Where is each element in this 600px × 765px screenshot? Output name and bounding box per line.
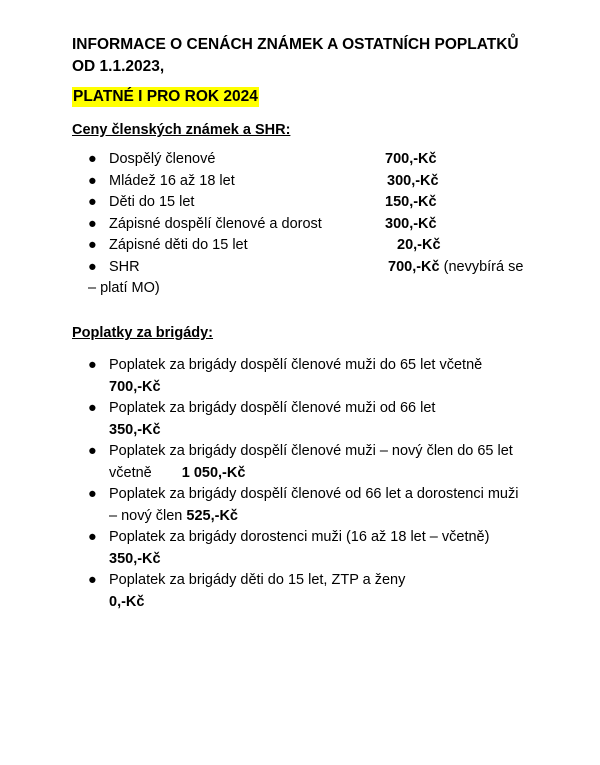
fee-price: 700,-Kč xyxy=(385,151,437,167)
brigade-price: 350,-Kč xyxy=(109,550,161,567)
brigade-text-continuation: – nový člen xyxy=(109,507,183,524)
list-item xyxy=(88,484,558,527)
brigade-text: Poplatek za brigády dorostenci muži (16 až 18 let – včetně) xyxy=(109,529,490,545)
document-title xyxy=(72,34,552,78)
fee-price: 300,-Kč xyxy=(385,215,437,232)
fee-name: Děti do 15 let xyxy=(109,194,195,210)
brigade-price: 525,-Kč xyxy=(186,507,238,524)
brigade-price: 700,-Kč xyxy=(109,378,161,395)
brigade-price: 0,-Kč xyxy=(109,593,145,610)
bullet-icon: ● xyxy=(88,237,97,253)
brigade-text: Poplatek za brigády dospělí členové muži – nový člen do 65 let xyxy=(109,443,513,459)
title-line-1: INFORMACE O CENÁCH ZNÁMEK A OSTATNÍCH POPLATKŮ xyxy=(72,36,519,53)
list-item xyxy=(88,214,558,236)
bullet-icon: ● xyxy=(88,357,97,373)
title-line-2: OD 1.1.2023, xyxy=(72,58,165,75)
brigade-text: Poplatek za brigády dospělí členové muži do 65 let včetně xyxy=(109,357,483,373)
brigade-text: Poplatek za brigády dospělí členové muži od 66 let xyxy=(109,400,436,416)
list-item xyxy=(88,192,558,214)
bullet-icon: ● xyxy=(88,194,97,210)
list-item xyxy=(88,171,558,193)
bullet-icon: ● xyxy=(88,258,97,275)
section-heading-fees: Ceny členských známek a SHR: xyxy=(72,122,291,138)
fee-price-group xyxy=(388,257,523,279)
fee-name: Zápisné dospělí členové a dorost xyxy=(109,215,322,232)
bullet-icon: ● xyxy=(88,529,97,545)
fee-price: 700,-Kč xyxy=(388,258,440,275)
list-item xyxy=(88,527,558,570)
fee-name: Zápisné děti do 15 let xyxy=(109,237,248,253)
list-item xyxy=(88,235,558,257)
bullet-icon: ● xyxy=(88,572,97,588)
section-heading-brigades: Poplatky za brigády: xyxy=(72,325,214,341)
list-item xyxy=(88,355,558,398)
fee-price: 150,-Kč xyxy=(385,194,437,210)
brigade-text: Poplatek za brigády děti do 15 let, ZTP a ženy xyxy=(109,572,406,588)
brigades-list xyxy=(88,355,558,613)
bullet-icon: ● xyxy=(88,151,97,167)
brigade-text-continuation: včetně xyxy=(109,464,152,481)
fee-name: Dospělý členové xyxy=(109,151,216,167)
list-item xyxy=(88,398,558,441)
list-item xyxy=(88,149,558,171)
fee-price: 20,-Kč xyxy=(397,237,441,253)
brigade-price: 1 050,-Kč xyxy=(181,464,246,481)
fee-price: 300,-Kč xyxy=(387,172,439,189)
brigade-text: Poplatek za brigády dospělí členové od 66 let a dorostenci muži xyxy=(109,486,519,502)
fee-note: (nevybírá se xyxy=(439,258,524,275)
fee-name: SHR xyxy=(109,258,140,275)
validity-highlight: PLATNÉ I PRO ROK 2024 xyxy=(73,88,258,105)
list-item xyxy=(88,441,558,484)
bullet-icon: ● xyxy=(88,215,97,232)
brigade-price: 350,-Kč xyxy=(109,421,161,438)
list-item xyxy=(88,570,558,613)
list-item xyxy=(88,257,558,300)
bullet-icon: ● xyxy=(88,486,97,502)
bullet-icon: ● xyxy=(88,443,97,459)
fee-note-continuation: – platí MO) xyxy=(88,280,160,296)
fees-list xyxy=(88,149,558,300)
bullet-icon: ● xyxy=(88,172,97,189)
bullet-icon: ● xyxy=(88,400,97,416)
fee-name: Mládež 16 až 18 let xyxy=(109,172,235,189)
